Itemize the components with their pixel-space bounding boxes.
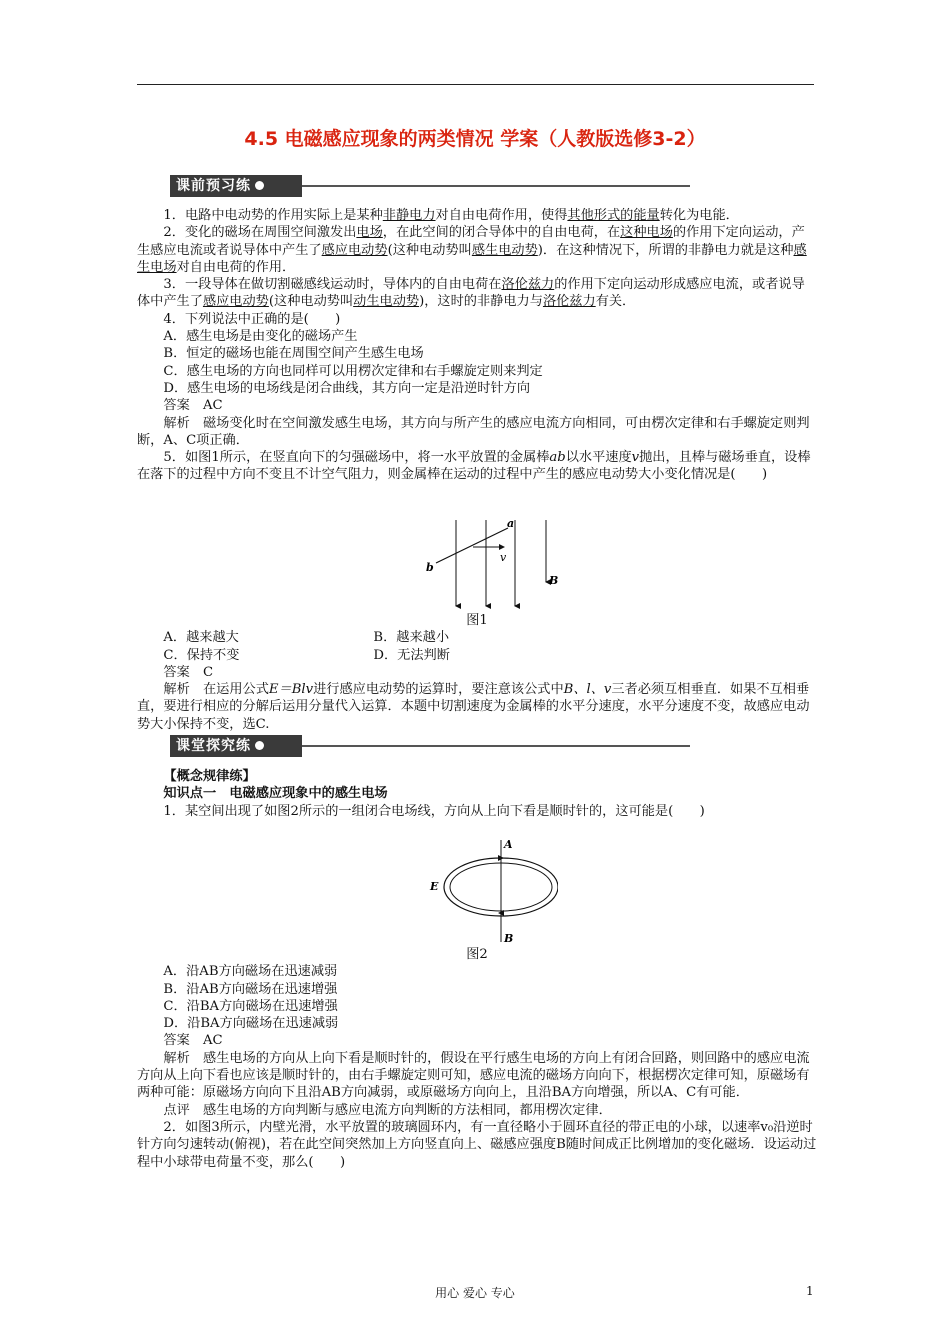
dot-icon — [255, 181, 264, 190]
page-title: 4.5 电磁感应现象的两类情况 学案（人教版选修3-2） — [244, 128, 706, 150]
label-B: B — [504, 932, 514, 945]
q5-options-row-2: C．保持不变 D．无法判断 — [163, 647, 450, 663]
c1-option-a: A．沿AB方向磁场在迅速减弱 — [163, 964, 338, 980]
q4-option-a: A．感生电场是由变化的磁场产生 — [163, 329, 358, 345]
section-rule — [302, 745, 690, 747]
c1-option-d: D．沿BA方向磁场在迅速减弱 — [163, 1016, 339, 1032]
label-A: A — [504, 838, 513, 851]
concept-heading: 【概念规律练】 — [163, 769, 256, 784]
c1-option-b: B．沿AB方向磁场在迅速增强 — [163, 981, 338, 997]
label-B: B — [549, 574, 559, 587]
q4-option-d: D．感生电场的电场线是闭合曲线，其方向一定是沿逆时针方向 — [163, 380, 531, 396]
class-block — [137, 768, 817, 820]
c1-stem: 1．某空间出现了如图2所示的一组闭合电场线，方向从上向下看是顺时针的，这可能是( ) — [163, 803, 705, 819]
q4-option-b: B．恒定的磁场也能在周围空间产生感生电场 — [163, 346, 424, 362]
figure-1 — [418, 520, 568, 612]
page-number: 1 — [806, 1284, 814, 1298]
knowledge-point-1: 知识点一 电磁感应现象中的感生电场 — [163, 786, 388, 802]
question-5-stem: 5．如图1所示，在竖直向下的匀强磁场中，将一水平放置的金属棒ab以水平速度v抛出，且棒与磁场垂直，设棒在落下的过程中方向不变且不计空气阻力，则金属棒在运动的过程中产生的感应电动势大小变化情况是( ) — [137, 450, 811, 483]
header-rule — [137, 84, 814, 85]
q5-options-row-1: A．越来越大 B．越来越小 — [163, 630, 450, 646]
q5-analysis: 解析 在运用公式E＝Blv进行感应电动势的运算时，要注意该公式中B、l、v三者必须互相垂直．如果不互相垂直，要进行相应的分解后运用分量代入运算．本题中切割速度为金属棒的水平分速度，水平分速度不变，故感应电动势大小保持不变，选C. — [137, 682, 810, 732]
q4-option-c: C．感生电场的方向也同样可以用楞次定律和右手螺旋定则来判定 — [163, 363, 543, 379]
label-v: v — [500, 551, 507, 564]
c1-block — [137, 946, 817, 1171]
figure-2-caption: 图2 — [466, 947, 488, 962]
metal-rod — [436, 528, 508, 563]
q4-answer: 答案 AC — [163, 398, 223, 414]
paragraph-2: 2．变化的磁场在周围空间激发出电场，在此空间的闭合导体中的自由电荷，在这种电场的作用下定向运动，产生感应电流或者说导体中产生了感应电动势(这种电动势叫感生电动势)．在这种情况下，所谓的非静电力就是这种感生电场对自由电荷的作用． — [137, 225, 807, 275]
page-footer: 用心 爱心 专心 — [435, 1286, 515, 1300]
section-rule — [302, 185, 690, 187]
figure-2 — [428, 836, 558, 948]
c2-stem: 2．如图3所示，内壁光滑，水平放置的玻璃圆环内，有一直径略小于圆环直径的带正电的小球，以速率v₀沿逆时针方向匀速转动(俯视)，若在此空间突然加上方向竖直向上、磁感应强度B随时间成正比例增加的变化磁场．设运动过程中小球带电荷量不变，那么( ) — [137, 1119, 817, 1170]
dot-icon — [255, 741, 264, 750]
figure-1-caption: 图1 — [466, 613, 488, 628]
c1-analysis: 解析 感生电场的方向从上向下看是顺时针的，假设在平行感生电场的方向上有闭合回路，则回路中的感应电流方向从上向下看也应该是顺时针的，由右手螺旋定则可知，感应电流的磁场方向向下，根据楞次定律可知，原磁场有两种可能：原磁场方向向下且沿AB方向减弱，或原磁场方向向上，且沿BA方向增强，所以A、C有可能． — [137, 1050, 810, 1101]
question-4-stem: 4．下列说法中正确的是( ) — [163, 311, 341, 327]
q4-analysis: 解析 磁场变化时在空间激发感生电场，其方向与所产生的感应电流方向相同，可由楞次定律和右手螺旋定则判断，A、C项正确． — [137, 415, 810, 448]
c1-option-c: C．沿BA方向磁场在迅速增强 — [163, 998, 338, 1014]
label-b: b — [426, 561, 434, 574]
c1-answer: 答案 AC — [163, 1033, 223, 1049]
q5-block — [137, 612, 817, 733]
c1-comment: 点评 感生电场的方向判断与感应电流方向判断的方法相同，都用楞次定律． — [163, 1102, 612, 1118]
paragraph-3: 3．一段导体在做切割磁感线运动时，导体内的自由电荷在洛伦兹力的作用下定向运动形成感应电流，或者说导体中产生了感应电动势(这种电动势叫动生电动势)，这时的非静电力与洛伦兹力有关． — [137, 277, 805, 310]
q5-answer: 答案 C — [163, 664, 214, 680]
section-label: 课堂探究练 — [170, 735, 302, 757]
label-E: E — [430, 880, 439, 893]
section-label: 课前预习练 — [170, 175, 302, 197]
label-a: a — [507, 520, 515, 530]
paragraph-1: 1．电路中电动势的作用实际上是某种非静电力对自由电荷作用，使得其他形式的能量转化为电能． — [163, 208, 739, 223]
preview-block — [137, 207, 817, 484]
